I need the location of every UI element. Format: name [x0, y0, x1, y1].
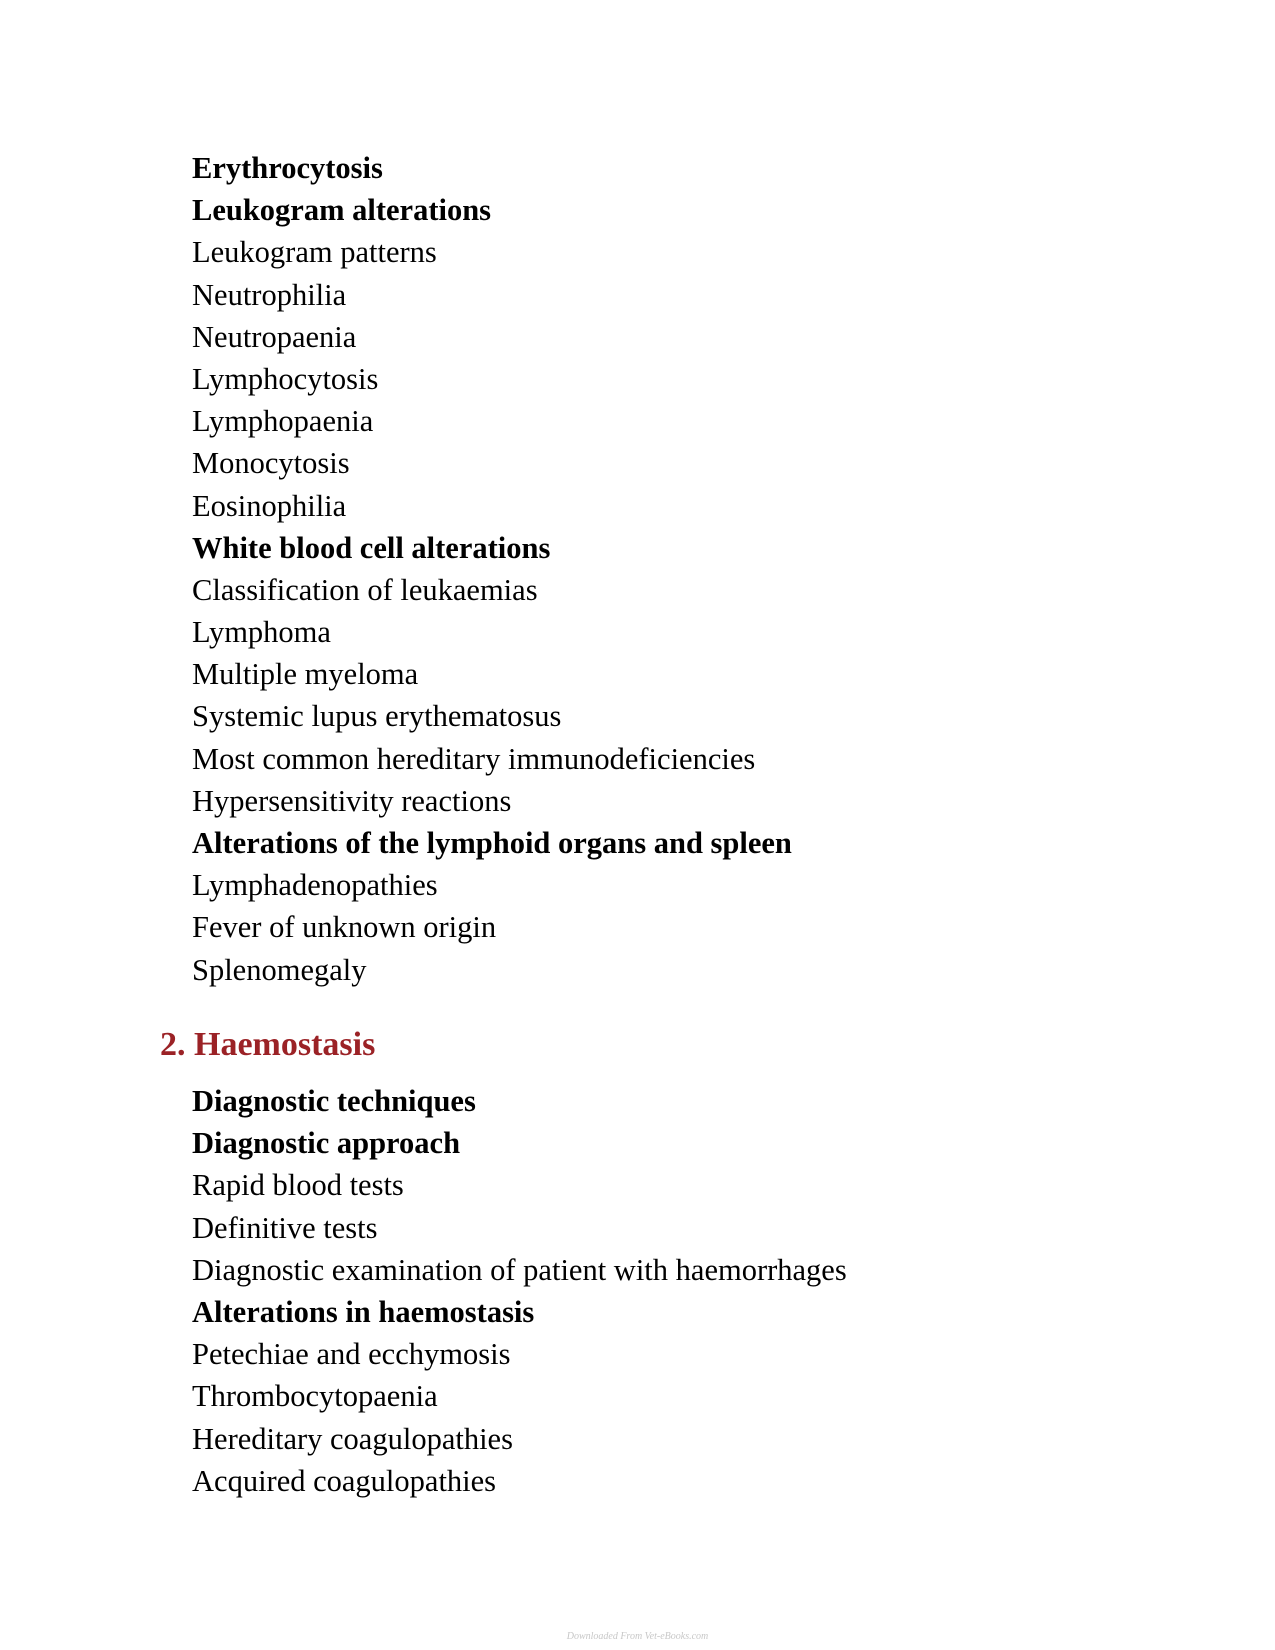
- toc-entry: Neutropaenia: [192, 319, 357, 354]
- toc-entry: Leukogram patterns: [192, 235, 437, 270]
- toc-subheading: Leukogram alterations: [192, 193, 492, 228]
- toc-entry: Petechiae and ecchymosis: [192, 1337, 511, 1372]
- toc-entry: Lymphadenopathies: [192, 868, 438, 903]
- toc-section-list: [192, 147, 792, 991]
- toc-entry: Definitive tests: [192, 1210, 378, 1245]
- toc-subheading: White blood cell alterations: [192, 530, 551, 565]
- toc-entry: Neutrophilia: [192, 277, 347, 312]
- toc-entry: Acquired coagulopathies: [192, 1463, 497, 1498]
- toc-subheading: Alterations of the lymphoid organs and spleen: [192, 826, 792, 860]
- toc-entry: Rapid blood tests: [192, 1168, 404, 1203]
- toc-entry: Hereditary coagulopathies: [192, 1421, 513, 1456]
- toc-entry: Classification of leukaemias: [192, 572, 538, 607]
- toc-entry: Lymphocytosis: [192, 361, 379, 396]
- toc-subheading: Diagnostic approach: [192, 1126, 461, 1161]
- toc-entry: Systemic lupus erythematosus: [192, 699, 562, 734]
- toc-entry: Eosinophilia: [192, 488, 347, 523]
- chapter-heading: 2. Haemostasis: [160, 1026, 376, 1063]
- toc-entry: Thrombocytopaenia: [192, 1379, 438, 1414]
- toc-subheading: Diagnostic techniques: [192, 1084, 476, 1118]
- footer-watermark: Downloaded From Vet-eBooks.com: [566, 1631, 709, 1642]
- toc-entry: Multiple myeloma: [192, 657, 419, 692]
- toc-entry: Fever of unknown origin: [192, 910, 497, 945]
- toc-subheading: Alterations in haemostasis: [192, 1294, 535, 1329]
- toc-entry: Lymphopaenia: [192, 404, 374, 439]
- toc-entry: Splenomegaly: [192, 952, 367, 987]
- toc-entry: Diagnostic examination of patient with haemorrhages: [192, 1252, 847, 1287]
- toc-entry: Lymphoma: [192, 615, 331, 650]
- toc-subheading: Erythrocytosis: [192, 151, 383, 185]
- toc-entry: Monocytosis: [192, 446, 350, 481]
- toc-entry: Most common hereditary immunodeficiencies: [192, 741, 756, 776]
- toc-chapter-2-list: [192, 1080, 847, 1502]
- toc-entry: Hypersensitivity reactions: [192, 783, 512, 818]
